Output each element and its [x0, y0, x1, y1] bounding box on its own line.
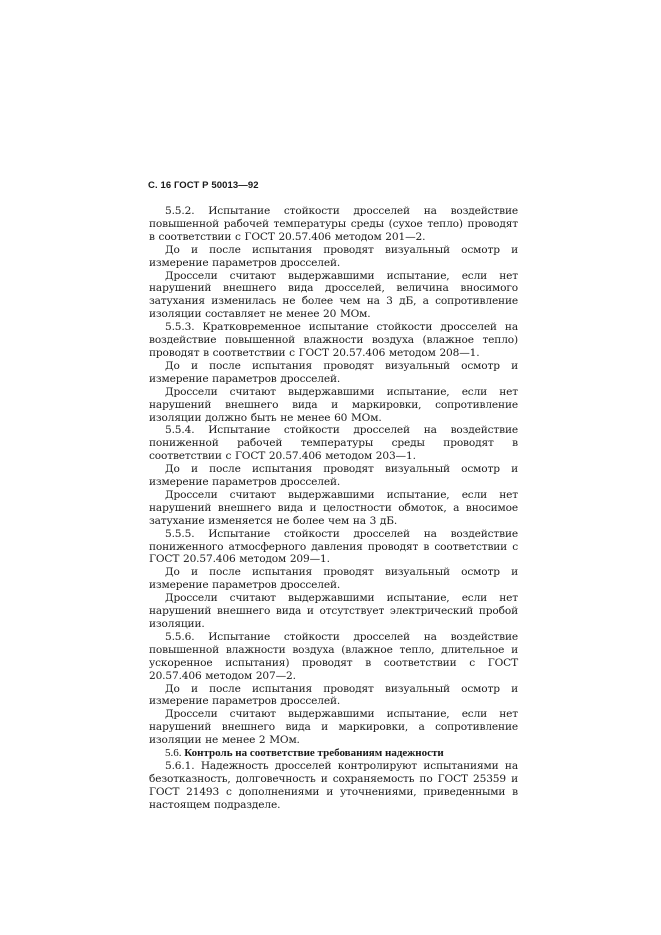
section-title: Контроль на соответствие требованиям надежности [184, 747, 444, 760]
paragraph-5-5-6: 5.5.6. Испытание стойкости дросселей на воздействие повышенной влажности воздуха (влажное тепло, длительное и ускоренное испытания) проводят в соответствии с ГОСТ 20.57.406 методом 207—2. [149, 630, 518, 682]
paragraph-5-5-5: 5.5.5. Испытание стойкости дросселей на воздействие пониженного атмосферного давления проводят в соответствии с ГОСТ 20.57.406 методом 209—1. [149, 527, 518, 566]
paragraph-5-5-3: 5.5.3. Кратковременное испытание стойкости дросселей на воздействие повышенной влажности воздуха (влажное тепло) проводят в соответствии с ГОСТ 20.57.406 методом 208—1. [149, 321, 518, 359]
page-header: С. 16 ГОСТ Р 50013—92 [148, 180, 259, 191]
section-number: 5.6. [165, 747, 182, 760]
paragraph: Дроссели считают выдержавшими испытание, если нет нарушений внешнего вида и маркировки, а сопротивление изоляции не менее 2 МОм. [149, 708, 518, 747]
paragraph: До и после испытания проводят визуальный осмотр и измерение параметров дросселей. [149, 566, 518, 592]
paragraph: До и после испытания проводят визуальный осмотр и измерение параметров дросселей. [149, 243, 518, 269]
paragraph: Дроссели считают выдержавшими испытание, если нет нарушений внешнего вида и целостности обмоток, а вносимое затухание изменяется не более чем на 3 дБ. [149, 488, 518, 527]
paragraph: До и после испытания проводят визуальный осмотр и измерение параметров дросселей. [149, 682, 518, 708]
paragraph-5-5-2: 5.5.2. Испытание стойкости дросселей на воздействие повышенной рабочей температуры среды (сухое тепло) проводят в соответствии с ГОСТ 20.57.406 методом 201—2. [149, 205, 518, 243]
paragraph-5-5-4: 5.5.4. Испытание стойкости дросселей на воздействие пониженной рабочей температуры среды проводят в соответствии с ГОСТ 20.57.406 методом 203—1. [149, 424, 518, 463]
paragraph: Дроссели считают выдержавшими испытание, если нет нарушений внешнего вида и маркировки, сопротивление изоляции должно быть не менее 60 МОм. [149, 385, 518, 424]
paragraph: Дроссели считают выдержавшими испытание, если нет нарушений внешнего вида дросселей, величина вносимого затухания изменилась не более чем на 3 дБ, а сопротивление изоляции составляет не менее 20 МОм. [149, 269, 518, 321]
paragraph: Дроссели считают выдержавшими испытание, если нет нарушений внешнего вида и отсутствует электрический пробой изоляции. [149, 592, 518, 630]
paragraph: До и после испытания проводят визуальный осмотр и измерение параметров дросселей. [149, 463, 518, 489]
document-page [149, 180, 518, 812]
section-heading-5-6 [149, 747, 518, 760]
paragraph: До и после испытания проводят визуальный осмотр и измерение параметров дросселей. [149, 359, 518, 385]
paragraph-5-6-1: 5.6.1. Надежность дросселей контролируют испытаниями на безотказность, долговечность и сохраняемость по ГОСТ 25359 и ГОСТ 21493 с дополнениями и уточнениями, приведенными в настоящем подразделе. [149, 759, 518, 811]
